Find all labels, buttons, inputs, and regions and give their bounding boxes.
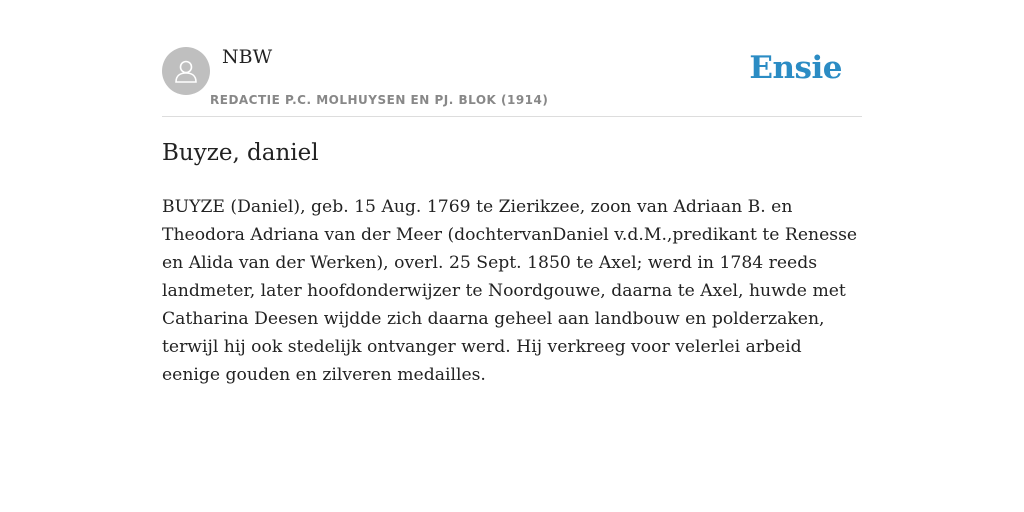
user-icon bbox=[172, 57, 200, 85]
page-title: Buyze, daniel bbox=[162, 140, 319, 166]
article-header bbox=[162, 0, 862, 117]
ensie-logo[interactable]: Ensie bbox=[749, 50, 842, 86]
avatar[interactable] bbox=[162, 47, 210, 95]
source-name[interactable]: NBW bbox=[222, 46, 273, 68]
article-body: BUYZE (Daniel), geb. 15 Aug. 1769 te Zierikzee, zoon van Adriaan B. en Theodora Adriana van der Meer (dochtervanDaniel v.d.M.,predikant te Renesse en Alida van der Werken), overl. 25 Sept. 1850 te Axel; werd in 1784 reeds landmeter, later hoofdonderwijzer te Noordgouwe, daarna te Axel, huwde met Catharina Deesen wijdde zich daarna geheel aan landbouw en polderzaken, terwijl hij ook stedelijk ontvanger werd. Hij verkreeg voor velerlei arbeid eenige gouden en zilveren medailles. bbox=[162, 197, 858, 385]
article-card bbox=[162, 0, 862, 512]
source-editors: REDACTIE P.C. MOLHUYSEN EN PJ. BLOK (1914) bbox=[210, 93, 549, 107]
